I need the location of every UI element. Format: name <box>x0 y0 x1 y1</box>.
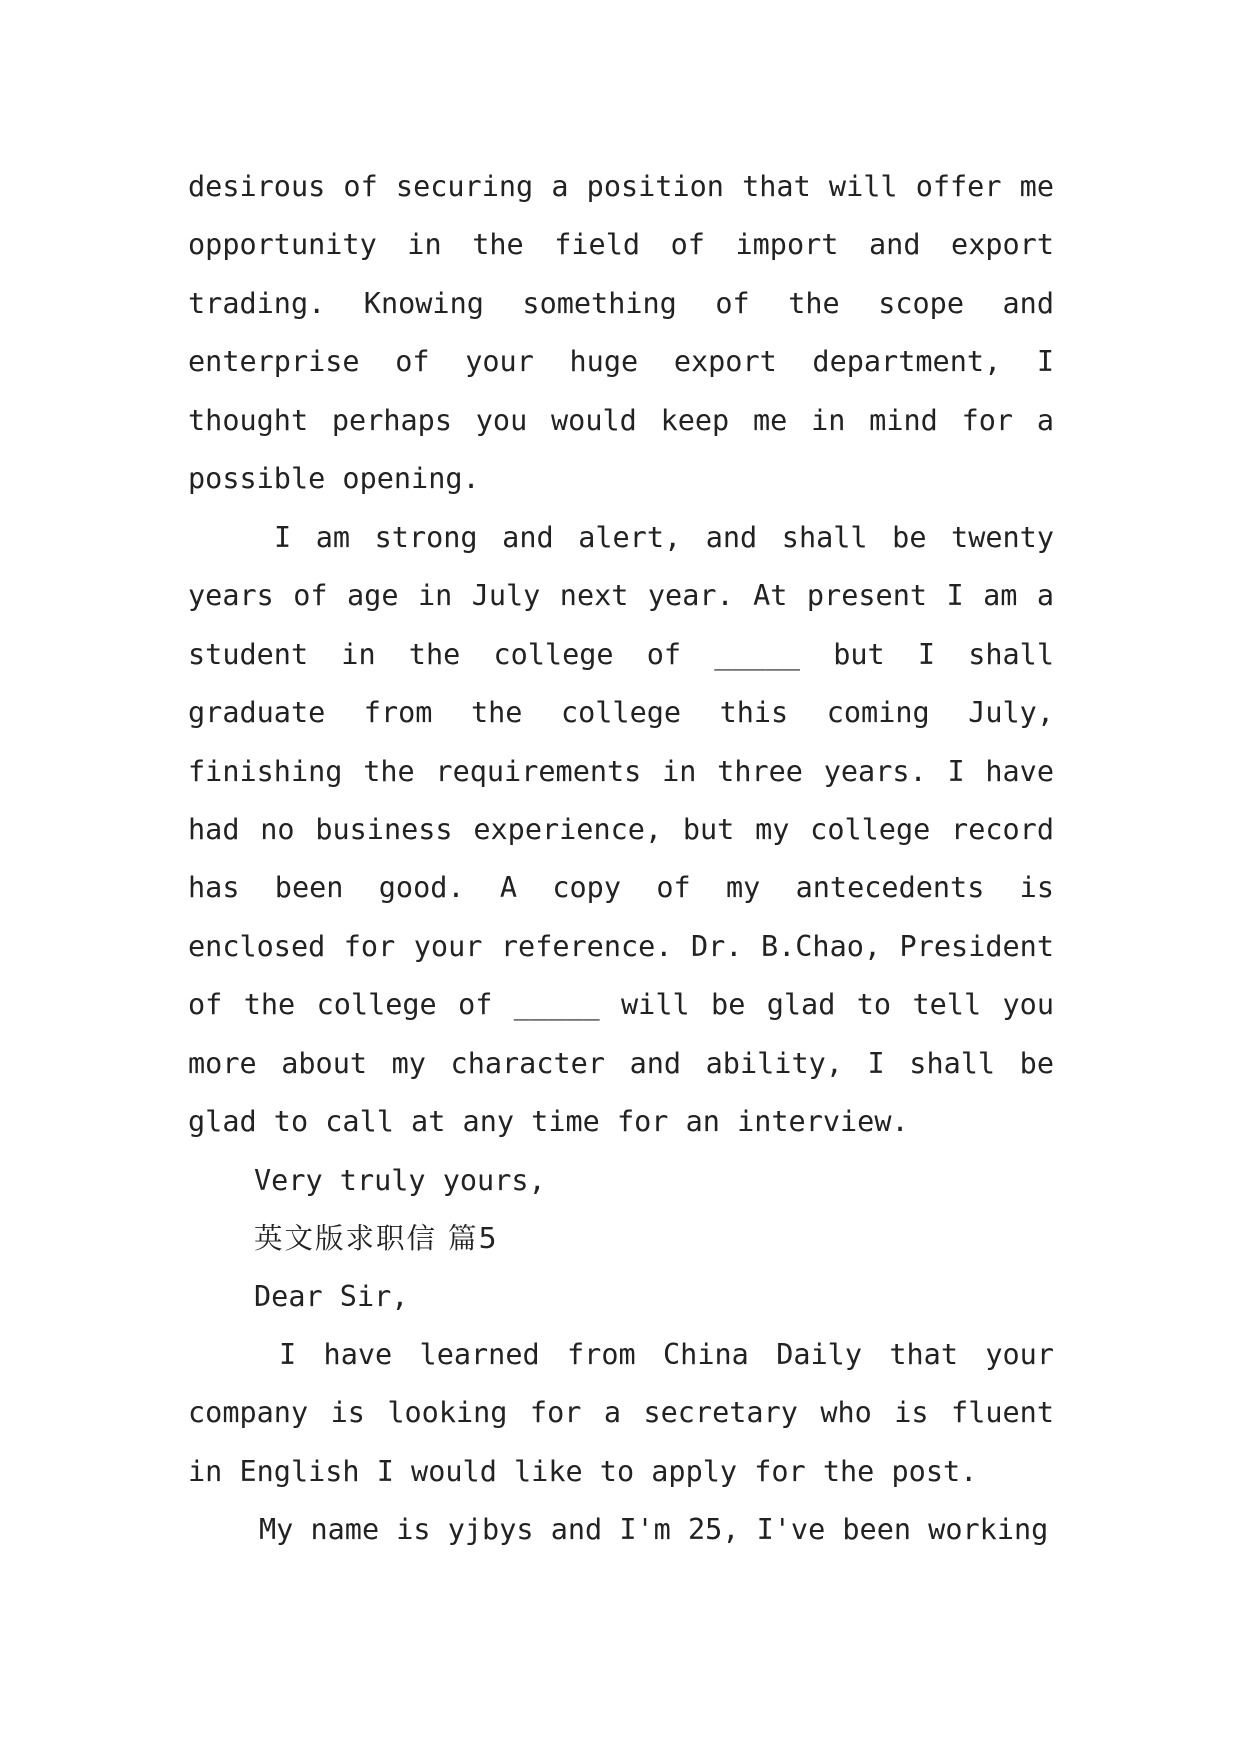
closing-line: Very truly yours, <box>254 1164 546 1197</box>
body-paragraph: desirous of securing a position that will offer me opportunity in the field of import and export trading. Knowing something of the scope and enterprise of your huge export department, I thought perhaps you would keep me in mind for a possible opening. <box>188 170 1054 496</box>
body-paragraph: My name is yjbys and I'm 25, I've been working <box>259 1513 1049 1546</box>
body-paragraph: I am strong and alert, and shall be twenty years of age in July next year. At present I am a student in the college of _____ but I shall graduate from the college this coming July, finishing the requirements in three years. I have had no business experience, but my college record has been good. A copy of my antecedents is enclosed for your reference. Dr. B.Chao, President of the college of _____ will be glad to tell you more about my character and ability, I shall be glad to call at any time for an interview. <box>188 521 1054 1139</box>
salutation: Dear Sir, <box>254 1280 409 1313</box>
body-paragraph: I have learned from China Daily that your company is looking for a secretary who is fluent in English I would like to apply for the post. <box>188 1338 1054 1488</box>
section-heading: 英文版求职信 篇5 <box>254 1222 499 1255</box>
